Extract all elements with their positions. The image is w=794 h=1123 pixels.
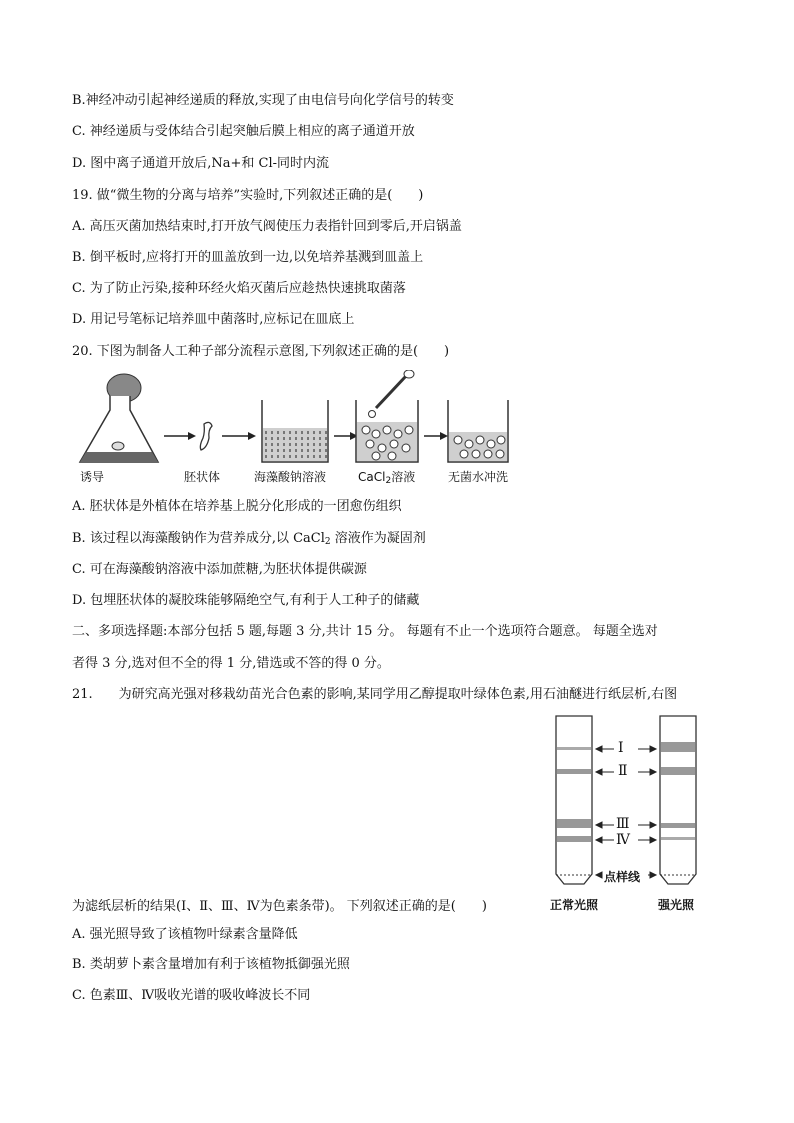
q20-option-a: A. 胚状体是外植体在培养基上脱分化形成的一团愈伤组织 — [72, 499, 402, 514]
label-wash: 无菌水冲洗 — [448, 470, 509, 484]
section2-instructions: 者得 3 分,选对但不全的得 1 分,错选或不答的得 0 分。 — [72, 656, 390, 671]
normal-light-strip — [556, 716, 592, 884]
artificial-seed-flow-diagram — [72, 370, 512, 488]
q19-option-c: C. 为了防止污染,接种环经火焰灭菌后应趁热快速挑取菌落 — [72, 281, 406, 296]
arrow-4-icon — [424, 432, 448, 440]
chromatography-figure — [548, 712, 728, 916]
normal-light-label: 正常光照 — [550, 898, 599, 912]
embryoid-icon — [200, 422, 212, 450]
label-induce: 诱导 — [80, 470, 105, 484]
q20-option-c: C. 可在海藻酸钠溶液中添加蔗糖,为胚状体提供碳源 — [72, 562, 367, 577]
strong-light-strip — [660, 716, 696, 884]
origin-line-label: 点样线 — [604, 870, 641, 884]
band-label-2: Ⅱ — [618, 763, 628, 779]
cacl2-beaker-icon — [356, 400, 418, 462]
wash-beaker-icon — [448, 400, 508, 462]
q21-option-c: C. 色素Ⅲ、Ⅳ吸收光谱的吸收峰波长不同 — [72, 988, 311, 1003]
q21-stem-line1: 21. 为研究高光强对移栽幼苗光合色素的影响,某同学用乙醇提取叶绿体色素,用石油醚进行纸层析,右图 — [72, 687, 678, 702]
q18-option-c: C. 神经递质与受体结合引起突触后膜上相应的离子通道开放 — [72, 124, 415, 139]
q19-stem: 19. 做“微生物的分离与培养”实验时,下列叙述正确的是( ) — [72, 188, 424, 203]
band-label-4: Ⅳ — [616, 832, 630, 848]
q19-option-d: D. 用记号笔标记培养皿中菌落时,应标记在皿底上 — [72, 312, 355, 327]
q18-option-b: B.神经冲动引起神经递质的释放,实现了由电信号向化学信号的转变 — [72, 93, 454, 108]
chromatography-svg — [548, 712, 728, 888]
arrow-3-icon — [334, 432, 358, 440]
section2-heading: 二、多项选择题:本部分包括 5 题,每题 3 分,共计 15 分。 每题有不止一个选项符合题意。 每题全选对 — [72, 624, 658, 639]
q20-option-b: B. 该过程以海藻酸钠作为营养成分,以 CaCl$_2$ 溶液作为凝固剂 — [72, 531, 426, 547]
band-label-1: Ⅰ — [618, 740, 624, 756]
label-cacl2: CaCl$_2$溶液 — [358, 470, 416, 486]
culture-flask-icon — [80, 374, 158, 462]
alginate-beaker-icon — [262, 400, 328, 462]
q19-option-b: B. 倒平板时,应将打开的皿盖放到一边,以免培养基溅到皿盖上 — [72, 250, 424, 265]
q20-stem: 20. 下图为制备人工种子部分流程示意图,下列叙述正确的是( ) — [72, 344, 450, 359]
band-label-3: Ⅲ — [616, 816, 630, 832]
arrow-2-icon — [222, 432, 256, 440]
q18-option-d: D. 图中离子通道开放后,Na+和 Cl-同时内流 — [72, 156, 330, 171]
q20-option-d: D. 包埋胚状体的凝胶珠能够隔绝空气,有利于人工种子的储藏 — [72, 593, 420, 608]
q21-option-b: B. 类胡萝卜素含量增加有利于该植物抵御强光照 — [72, 957, 350, 972]
arrow-1-icon — [164, 432, 196, 440]
q21-option-a: A. 强光照导致了该植物叶绿素含量降低 — [72, 927, 298, 942]
strong-light-label: 强光照 — [658, 898, 695, 912]
label-embryoid: 胚状体 — [184, 470, 221, 484]
q21-stem-line2: 为滤纸层析的结果(Ⅰ、Ⅱ、Ⅲ、Ⅳ为色素条带)。 下列叙述正确的是( ) — [72, 899, 487, 914]
label-alginate: 海藻酸钠溶液 — [254, 470, 327, 484]
q19-option-a: A. 高压灭菌加热结束时,打开放气阀使压力表指针回到零后,开启锅盖 — [72, 219, 462, 234]
